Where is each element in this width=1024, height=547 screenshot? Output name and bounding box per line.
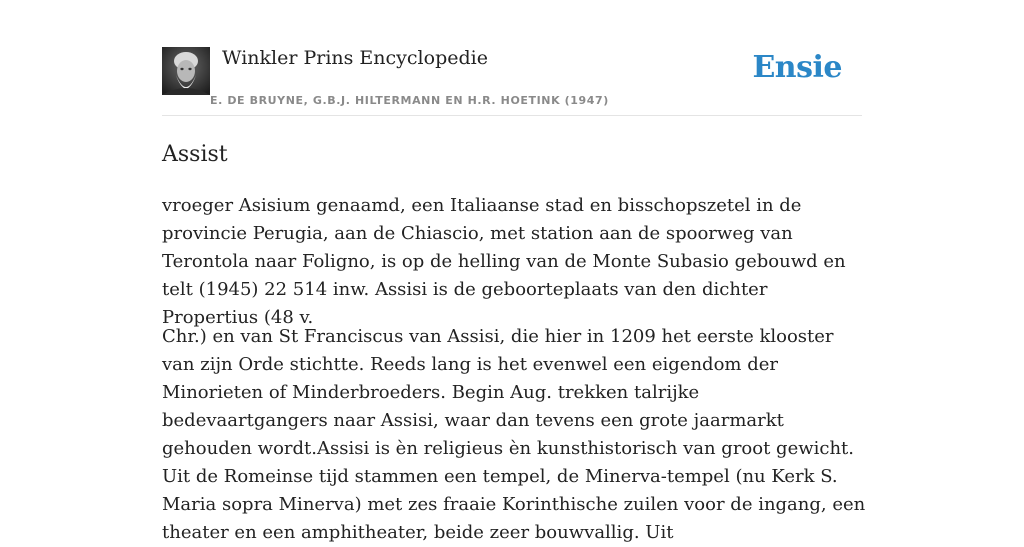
article-paragraph: vroeger Asisium genaamd, een Italiaanse stad en bisschopszetel in de provincie Perugia, aan de Chiascio, met station aan de spoorweg van Terontola naar Foligno, is op de helling van de Monte Subasio gebouwd en telt (1945) 22 514 inw. Assisi is de geboorteplaats van den dichter Propertius (48 v.	[162, 195, 846, 328]
ensie-logo[interactable]: Ensie	[752, 50, 842, 85]
authors-line: E. DE BRUYNE, G.B.J. HILTERMANN EN H.R. HOETINK (1947)	[210, 94, 609, 107]
portrait-image	[162, 47, 210, 95]
article-page	[162, 0, 866, 543]
page-header	[162, 0, 862, 116]
site-title[interactable]: Winkler Prins Encyclopedie	[222, 47, 488, 69]
author-portrait-avatar[interactable]	[162, 47, 210, 95]
article-title: Assist	[162, 142, 228, 167]
article-paragraph: Chr.) en van St Franciscus van Assisi, die hier in 1209 het eerste klooster van zijn Orde stichtte. Reeds lang is het evenwel een eigendom der Minorieten of Minderbroeders. Begin Aug. trekken talrijke bedevaartgangers naar Assisi, waar dan tevens een grote jaarmarkt gehouden wordt.Assisi is èn religieus èn kunsthistorisch van groot gewicht. Uit de Romeinse tijd stammen een tempel, de Minerva-tempel (nu Kerk S. Maria sopra Minerva) met zes fraaie Korinthische zuilen voor de ingang, een theater en een amphitheater, beide zeer bouwvallig. Uit	[162, 326, 866, 543]
